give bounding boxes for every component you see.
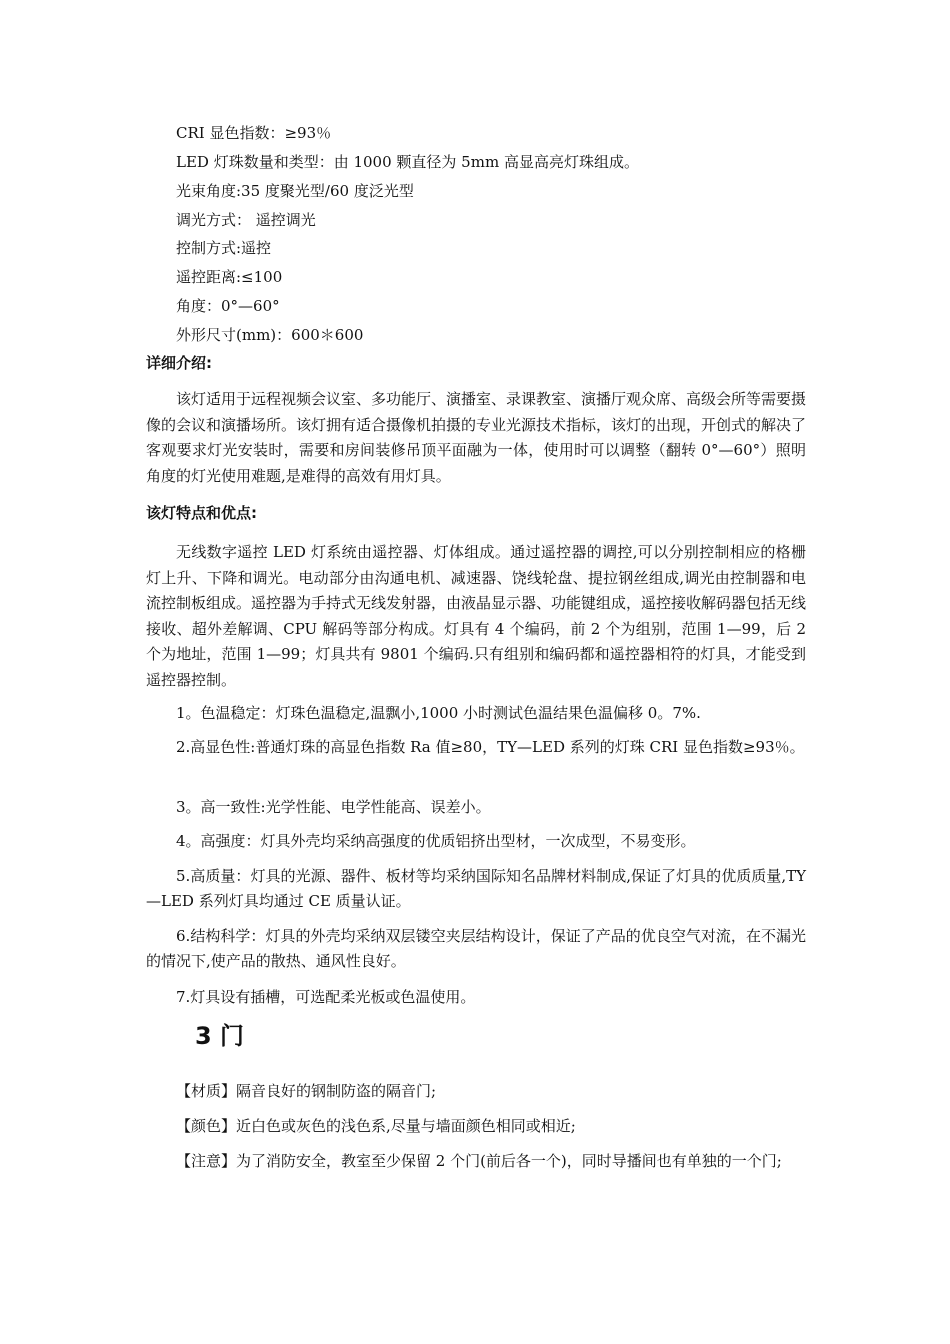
feature-item-5: 5.高质量：灯具的光源、器件、板材等均采纳国际知名品牌材料制成,保证了灯具的优质质量,TY—LED 系列灯具均通过 CE 质量认证。 (146, 867, 806, 910)
spec-dimensions: 外形尺寸(mm)：600＊600 (176, 326, 364, 344)
feature-item-6: 6.结构科学：灯具的外壳均采纳双层镂空夹层结构设计，保证了产品的优良空气对流，在不漏光的情况下,使产品的散热、通风性良好。 (146, 927, 806, 970)
spec-remote-distance: 遥控距离:≤100 (176, 268, 283, 286)
feature-item-1: 1。色温稳定：灯珠色温稳定,温飘小,1000 小时测试色温结果色温偏移 0。7%. (176, 704, 701, 722)
feature-item-2: 2.高显色性:普通灯珠的高显色指数 Ra 值≥80，TY—LED 系列的灯珠 CRI 显色指数≥93％。 (176, 738, 805, 756)
spec-led-count: LED 灯珠数量和类型：由 1000 颗直径为 5mm 高显高亮灯珠组成。 (176, 153, 639, 171)
features-heading: 该灯特点和优点: (146, 504, 257, 522)
detail-paragraph: 该灯适用于远程视频会议室、多功能厅、演播室、录课教室、演播厅观众席、高级会所等需要摄像的会议和演播场所。该灯拥有适合摄像机拍摄的专业光源技术指标，该灯的出现，开创式的解决了客观要求灯光安装时，需要和房间装修吊顶平面融为一体，使用时可以调整（翻转 0°—60°）照明角度的灯光使用难题,是难得的高效有用灯具。 (146, 390, 807, 485)
section-title-door: 3 门 (195, 1022, 245, 1050)
door-note: 【注意】为了消防安全，教室至少保留 2 个门(前后各一个)，同时导播间也有单独的一个门; (176, 1152, 782, 1170)
spec-control: 控制方式:遥控 (176, 239, 272, 257)
detail-heading: 详细介绍: (146, 354, 212, 372)
features-intro: 无线数字遥控 LED 灯系统由遥控器、灯体组成。通过遥控器的调控,可以分别控制相应的格栅灯上升、下降和调光。电动部分由沟通电机、减速器、饶线轮盘、提拉钢丝组成,调光由控制器和电流控制板组成。遥控器为手持式无线发射器，由液晶显示器、功能键组成，遥控接收解码器包括无线接收、超外差解调、CPU 解码等部分构成。灯具有 4 个编码，前 2 个为组别，范围 1—99，后 2 个为地址，范围 1—99；灯具共有 9801 个编码.只有组别和编码都和遥控器相符的灯具，才能受到遥控器控制。 (146, 543, 807, 689)
spec-dimming: 调光方式： 遥控调光 (176, 211, 316, 229)
door-material: 【材质】隔音良好的钢制防盗的隔音门; (176, 1082, 437, 1100)
feature-item-7: 7.灯具设有插槽，可选配柔光板或色温使用。 (176, 988, 476, 1006)
spec-beam-angle: 光束角度:35 度聚光型/60 度泛光型 (176, 182, 414, 200)
spec-angle: 角度：0°—60° (176, 297, 280, 315)
feature-item-3: 3。高一致性:光学性能、电学性能高、误差小。 (176, 798, 491, 816)
spec-cri: CRI 显色指数：≥93％ (176, 124, 332, 142)
feature-item-4: 4。高强度：灯具外壳均采纳高强度的优质铝挤出型材，一次成型，不易变形。 (176, 832, 696, 850)
door-color: 【颜色】近白色或灰色的浅色系,尽量与墙面颜色相同或相近; (176, 1117, 576, 1135)
